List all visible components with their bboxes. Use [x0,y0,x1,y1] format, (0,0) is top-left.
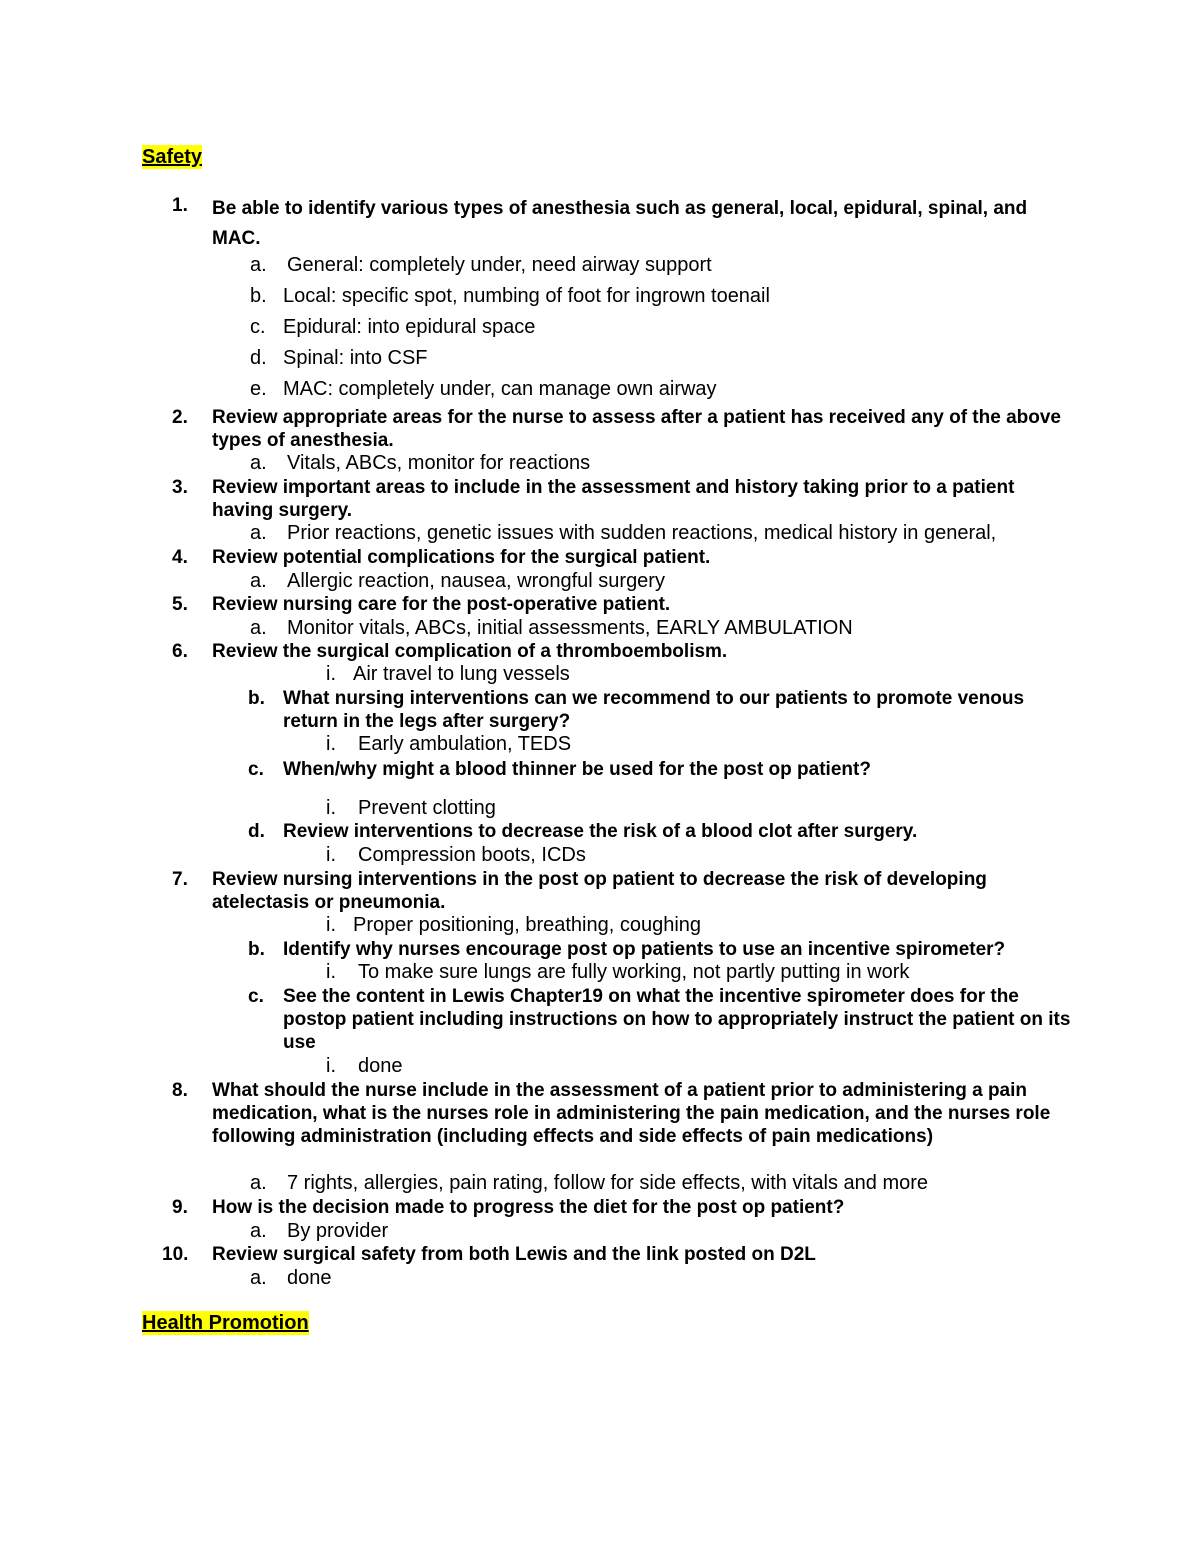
answer-marker: a. [250,570,267,592]
question-number: 6. [172,641,188,662]
question-number: 10. [162,1244,189,1265]
question-text: Be able to identify various types of anesthesia such as general, local, epidural, spinal, and MAC. [212,198,1028,249]
sub-question-text: See the content in Lewis Chapter19 on what the incentive spirometer does for the postop patient including instructions on how to appropriately instruct the patient on its use [283,986,1071,1054]
answer-marker: d. [250,347,267,369]
question-text: Review nursing care for the post-operative patient. [212,594,671,615]
sub-question-text: What nursing interventions can we recommend to our patients to promote venous return in the legs after surgery? [283,688,1025,733]
answer-text: Vitals, ABCs, monitor for reactions [287,452,591,474]
answer-text: Local: specific spot, numbing of foot for ingrown toenail [283,285,770,307]
answer-marker: a. [250,1172,267,1194]
answer-text: Monitor vitals, ABCs, initial assessments, EARLY AMBULATION [287,617,853,639]
answer-text: MAC: completely under, can manage own airway [283,378,717,400]
answer-marker: a. [250,1220,267,1242]
question-number: 5. [172,594,188,615]
question-number: 1. [172,195,188,216]
answer-text: Early ambulation, TEDS [358,733,572,755]
answer-text: Air travel to lung vessels [353,663,570,685]
answer-text: Epidural: into epidural space [283,316,536,338]
sub-question-marker: d. [248,821,265,842]
sub-question-marker: b. [248,688,265,709]
answer-marker: e. [250,378,267,400]
section-heading-health-promotion: Health Promotion [142,1312,309,1334]
answer-marker: a. [250,254,267,276]
answer-marker: i. [326,733,336,755]
question-number: 8. [172,1080,188,1101]
question-number: 9. [172,1197,188,1218]
answer-marker: i. [326,797,336,819]
answer-text: done [287,1267,332,1289]
answer-marker: a. [250,522,267,544]
answer-marker: a. [250,617,267,639]
sub-question-marker: b. [248,939,265,960]
answer-marker: i. [326,914,336,936]
sub-question-marker: c. [248,759,264,780]
question-text: How is the decision made to progress the diet for the post op patient? [212,1197,845,1218]
answer-text: Allergic reaction, nausea, wrongful surgery [287,570,665,592]
answer-text: 7 rights, allergies, pain rating, follow for side effects, with vitals and more [287,1172,929,1194]
question-text: Review the surgical complication of a thromboembolism. [212,641,728,662]
sub-question-text: Identify why nurses encourage post op patients to use an incentive spirometer? [283,939,1006,960]
question-number: 7. [172,869,188,890]
answer-text: done [358,1055,403,1077]
question-text: Review surgical safety from both Lewis and the link posted on D2L [212,1244,816,1265]
answer-marker: i. [326,961,336,983]
answer-text: Spinal: into CSF [283,347,428,369]
answer-text: Compression boots, ICDs [358,844,586,866]
section-heading-safety: Safety [142,146,203,168]
sub-question-text: Review interventions to decrease the risk of a blood clot after surgery. [283,821,918,842]
answer-text: To make sure lungs are fully working, not partly putting in work [358,961,910,983]
question-number: 2. [172,407,188,428]
answer-text: Prevent clotting [358,797,496,819]
answer-text: Proper positioning, breathing, coughing [353,914,702,936]
answer-marker: b. [250,285,267,307]
answer-marker: i. [326,663,336,685]
question-text: Review nursing interventions in the post op patient to decrease the risk of developing atelectasis or pneumonia. [212,869,987,914]
answer-marker: i. [326,844,336,866]
question-number: 4. [172,547,188,568]
question-text: What should the nurse include in the assessment of a patient prior to administering a pain medication, what is the nurses role in administering the pain medication, and the nurses role following administration (including effects and side effects of pain medications) [212,1080,1051,1148]
answer-marker: a. [250,1267,267,1289]
question-text: Review important areas to include in the assessment and history taking prior to a patient having surgery. [212,477,1015,522]
answer-marker: i. [326,1055,336,1077]
sub-question-text: When/why might a blood thinner be used for the post op patient? [283,759,871,780]
answer-text: By provider [287,1220,389,1242]
sub-question-marker: c. [248,986,264,1007]
answer-marker: a. [250,452,267,474]
answer-text: Prior reactions, genetic issues with sudden reactions, medical history in general, [287,522,997,544]
answer-text: General: completely under, need airway support [287,254,712,276]
question-text: Review potential complications for the surgical patient. [212,547,711,568]
question-text: Review appropriate areas for the nurse to assess after a patient has received any of the above types of anesthesia. [212,407,1061,452]
answer-marker: c. [250,316,266,338]
question-number: 3. [172,477,188,498]
